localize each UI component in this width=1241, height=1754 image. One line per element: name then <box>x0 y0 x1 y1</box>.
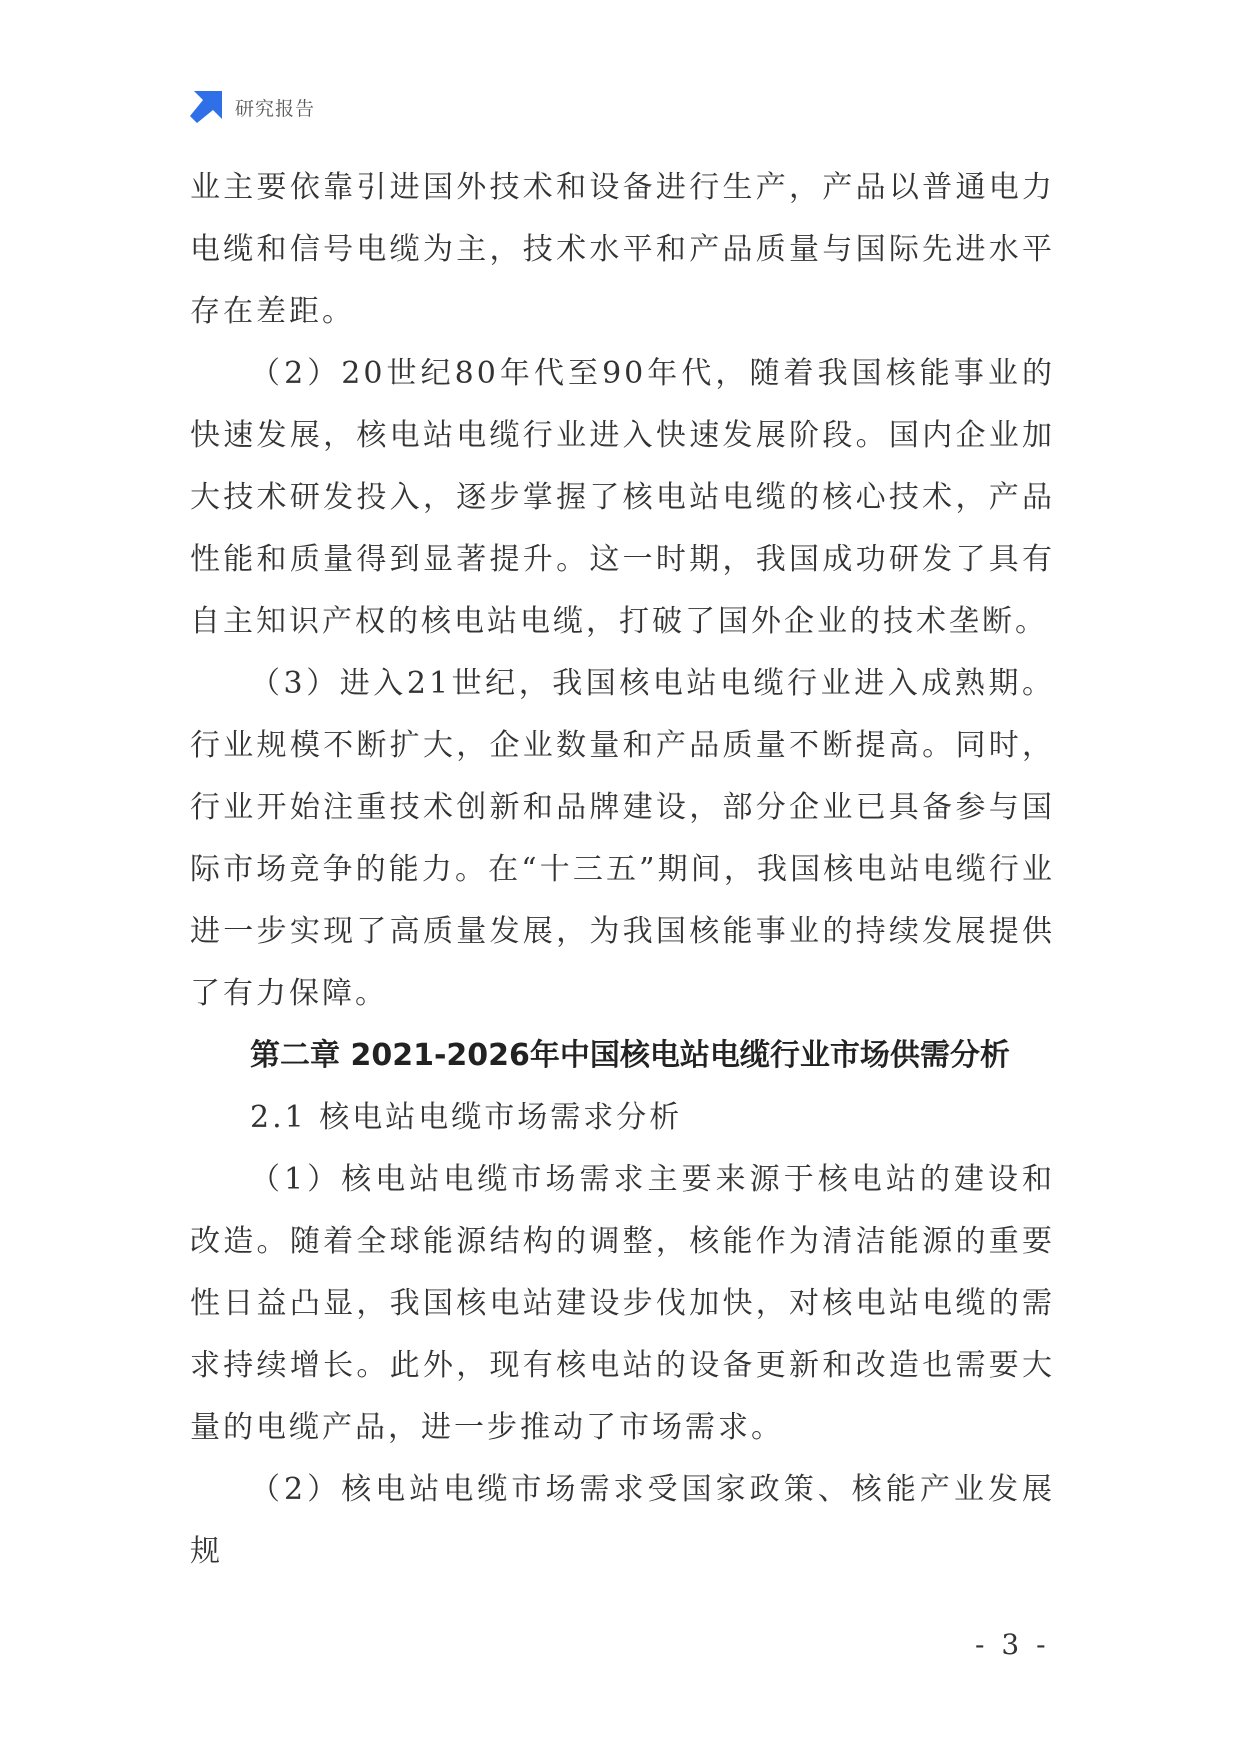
arrow-up-right-icon <box>190 91 222 123</box>
section-paragraph-1: （1）核电站电缆市场需求主要来源于核电站的建设和改造。随着全球能源结构的调整，核能作为清洁能源的重要性日益凸显，我国核电站建设步伐加快，对核电站电缆的需求持续增长。此外，现有核电站的设备更新和改造也需要大量的电缆产品，进一步推动了市场需求。 <box>190 1162 1055 1445</box>
header-title: 研究报告 <box>235 97 316 120</box>
paragraph-3: （3）进入21世纪，我国核电站电缆行业进入成熟期。行业规模不断扩大，企业数量和产品质量不断提高。同时，行业开始注重技术创新和品牌建设，部分企业已具备参与国际市场竞争的能力。在“十三五”期间，我国核电站电缆行业进一步实现了高质量发展，为我国核能事业的持续发展提供了有力保障。 <box>190 666 1055 1011</box>
document-body <box>190 157 1055 1583</box>
paragraph-continuation: 业主要依靠引进国外技术和设备进行生产，产品以普通电力电缆和信号电缆为主，技术水平和产品质量与国际先进水平存在差距。 <box>190 170 1055 329</box>
section-title: 2.1 核电站电缆市场需求分析 <box>250 1100 683 1135</box>
report-header <box>190 90 315 124</box>
paragraph-2: （2）20世纪80年代至90年代，随着我国核能事业的快速发展，核电站电缆行业进入快速发展阶段。国内企业加大技术研发投入，逐步掌握了核电站电缆的核心技术，产品性能和质量得到显著提升。这一时期，我国成功研发了具有自主知识产权的核电站电缆，打破了国外企业的技术垄断。 <box>190 356 1055 639</box>
section-paragraph-2: （2）核电站电缆市场需求受国家政策、核能产业发展规 <box>190 1472 1055 1569</box>
chapter-title: 第二章 2021-2026年中国核电站电缆行业市场供需分析 <box>250 1038 1010 1073</box>
page-number: - 3 - <box>975 1628 1050 1661</box>
